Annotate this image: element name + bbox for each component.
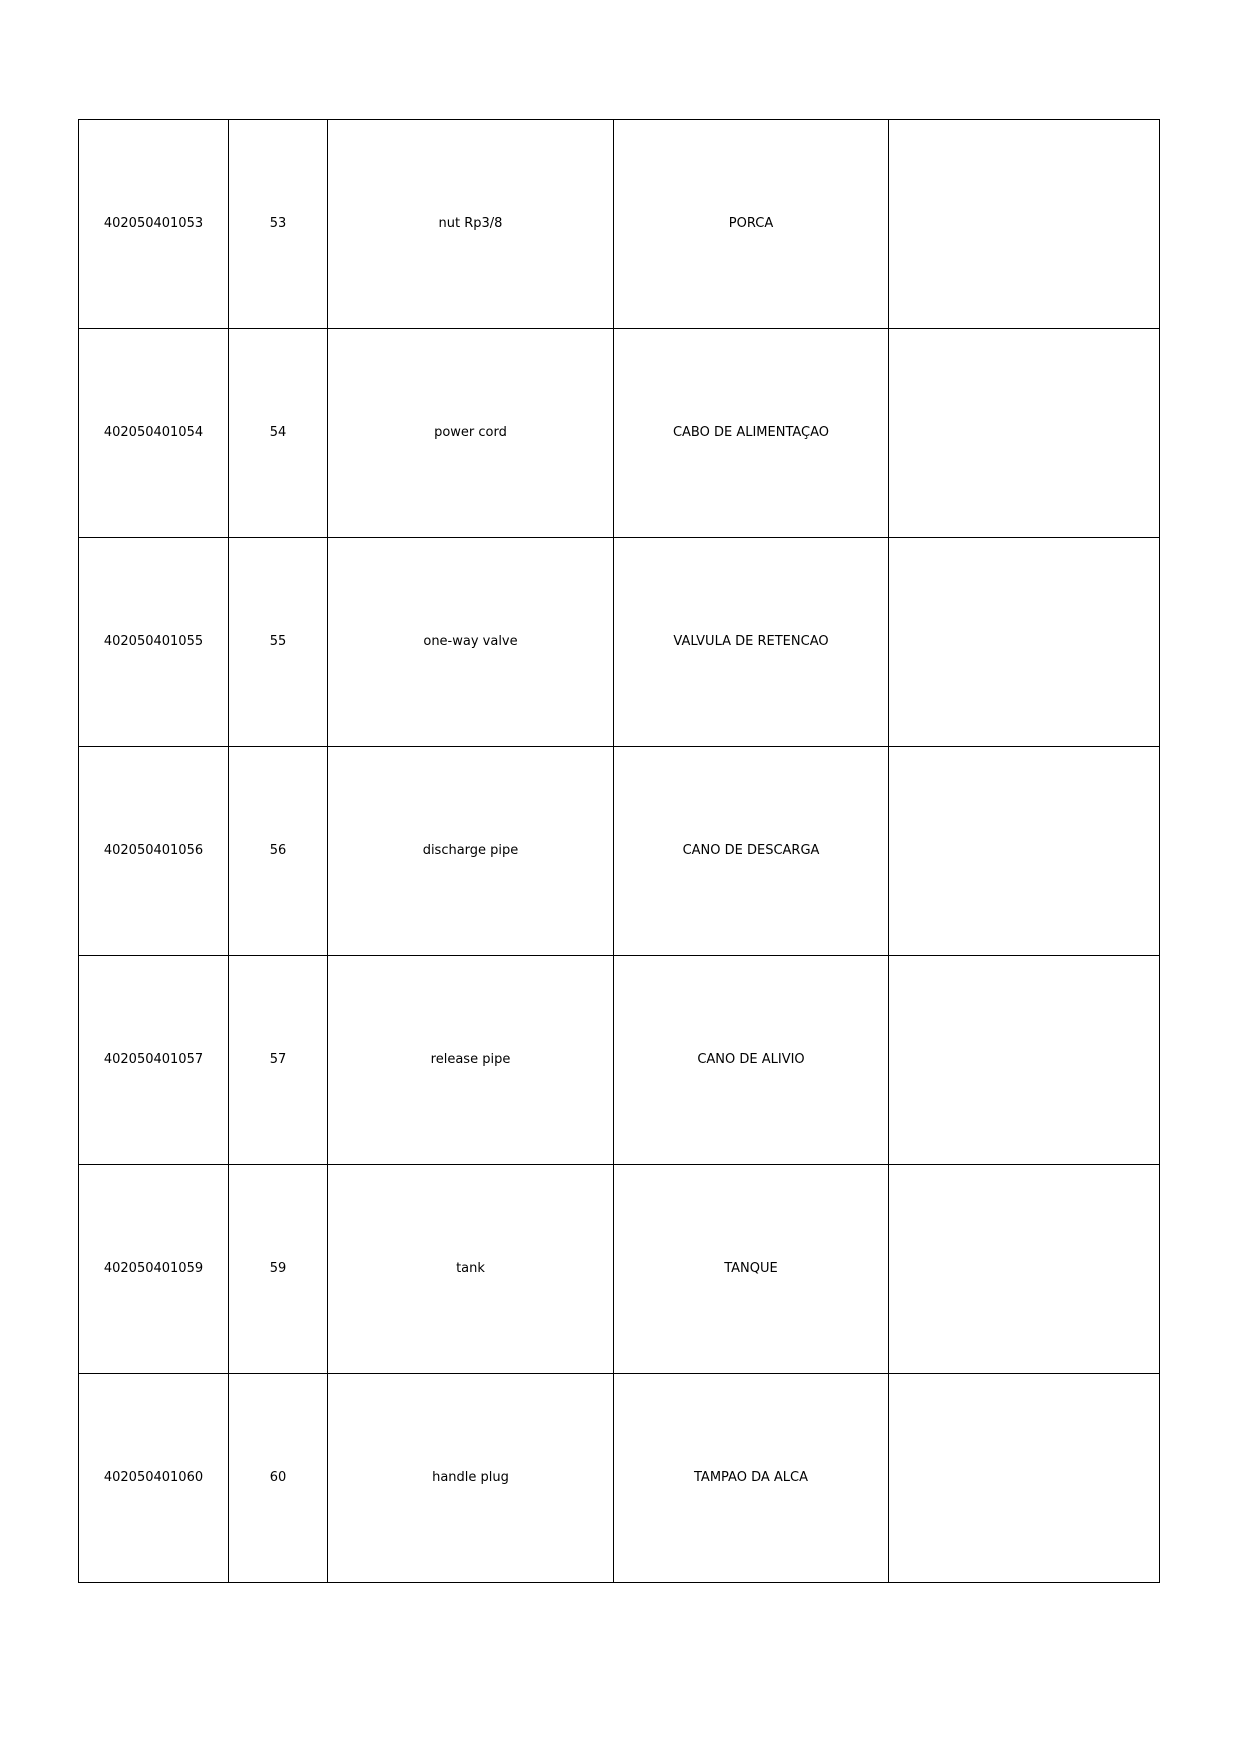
english-name-cell: power cord xyxy=(328,329,614,538)
notes-cell xyxy=(889,1165,1160,1374)
table-row xyxy=(79,538,1160,747)
english-name-cell: tank xyxy=(328,1165,614,1374)
table-row xyxy=(79,1165,1160,1374)
position-number-cell: 53 xyxy=(229,120,328,329)
part-code-cell: 402050401057 xyxy=(79,956,229,1165)
part-code-cell: 402050401056 xyxy=(79,747,229,956)
table-row xyxy=(79,1374,1160,1583)
notes-cell xyxy=(889,956,1160,1165)
portuguese-name-cell: TAMPAO DA ALCA xyxy=(614,1374,889,1583)
portuguese-name-cell: PORCA xyxy=(614,120,889,329)
table-row xyxy=(79,956,1160,1165)
english-name-cell: nut Rp3/8 xyxy=(328,120,614,329)
notes-cell xyxy=(889,538,1160,747)
portuguese-name-cell: CANO DE ALIVIO xyxy=(614,956,889,1165)
part-code-cell: 402050401059 xyxy=(79,1165,229,1374)
english-name-cell: one-way valve xyxy=(328,538,614,747)
notes-cell xyxy=(889,1374,1160,1583)
portuguese-name-cell: CABO DE ALIMENTAÇAO xyxy=(614,329,889,538)
table-row xyxy=(79,329,1160,538)
notes-cell xyxy=(889,747,1160,956)
part-code-cell: 402050401054 xyxy=(79,329,229,538)
portuguese-name-cell: VALVULA DE RETENCAO xyxy=(614,538,889,747)
notes-cell xyxy=(889,329,1160,538)
parts-table xyxy=(78,119,1160,1583)
english-name-cell: handle plug xyxy=(328,1374,614,1583)
part-code-cell: 402050401055 xyxy=(79,538,229,747)
english-name-cell: release pipe xyxy=(328,956,614,1165)
position-number-cell: 59 xyxy=(229,1165,328,1374)
english-name-cell: discharge pipe xyxy=(328,747,614,956)
portuguese-name-cell: CANO DE DESCARGA xyxy=(614,747,889,956)
position-number-cell: 57 xyxy=(229,956,328,1165)
part-code-cell: 402050401053 xyxy=(79,120,229,329)
notes-cell xyxy=(889,120,1160,329)
position-number-cell: 56 xyxy=(229,747,328,956)
position-number-cell: 55 xyxy=(229,538,328,747)
position-number-cell: 54 xyxy=(229,329,328,538)
table-row xyxy=(79,120,1160,329)
portuguese-name-cell: TANQUE xyxy=(614,1165,889,1374)
part-code-cell: 402050401060 xyxy=(79,1374,229,1583)
position-number-cell: 60 xyxy=(229,1374,328,1583)
table-row xyxy=(79,747,1160,956)
